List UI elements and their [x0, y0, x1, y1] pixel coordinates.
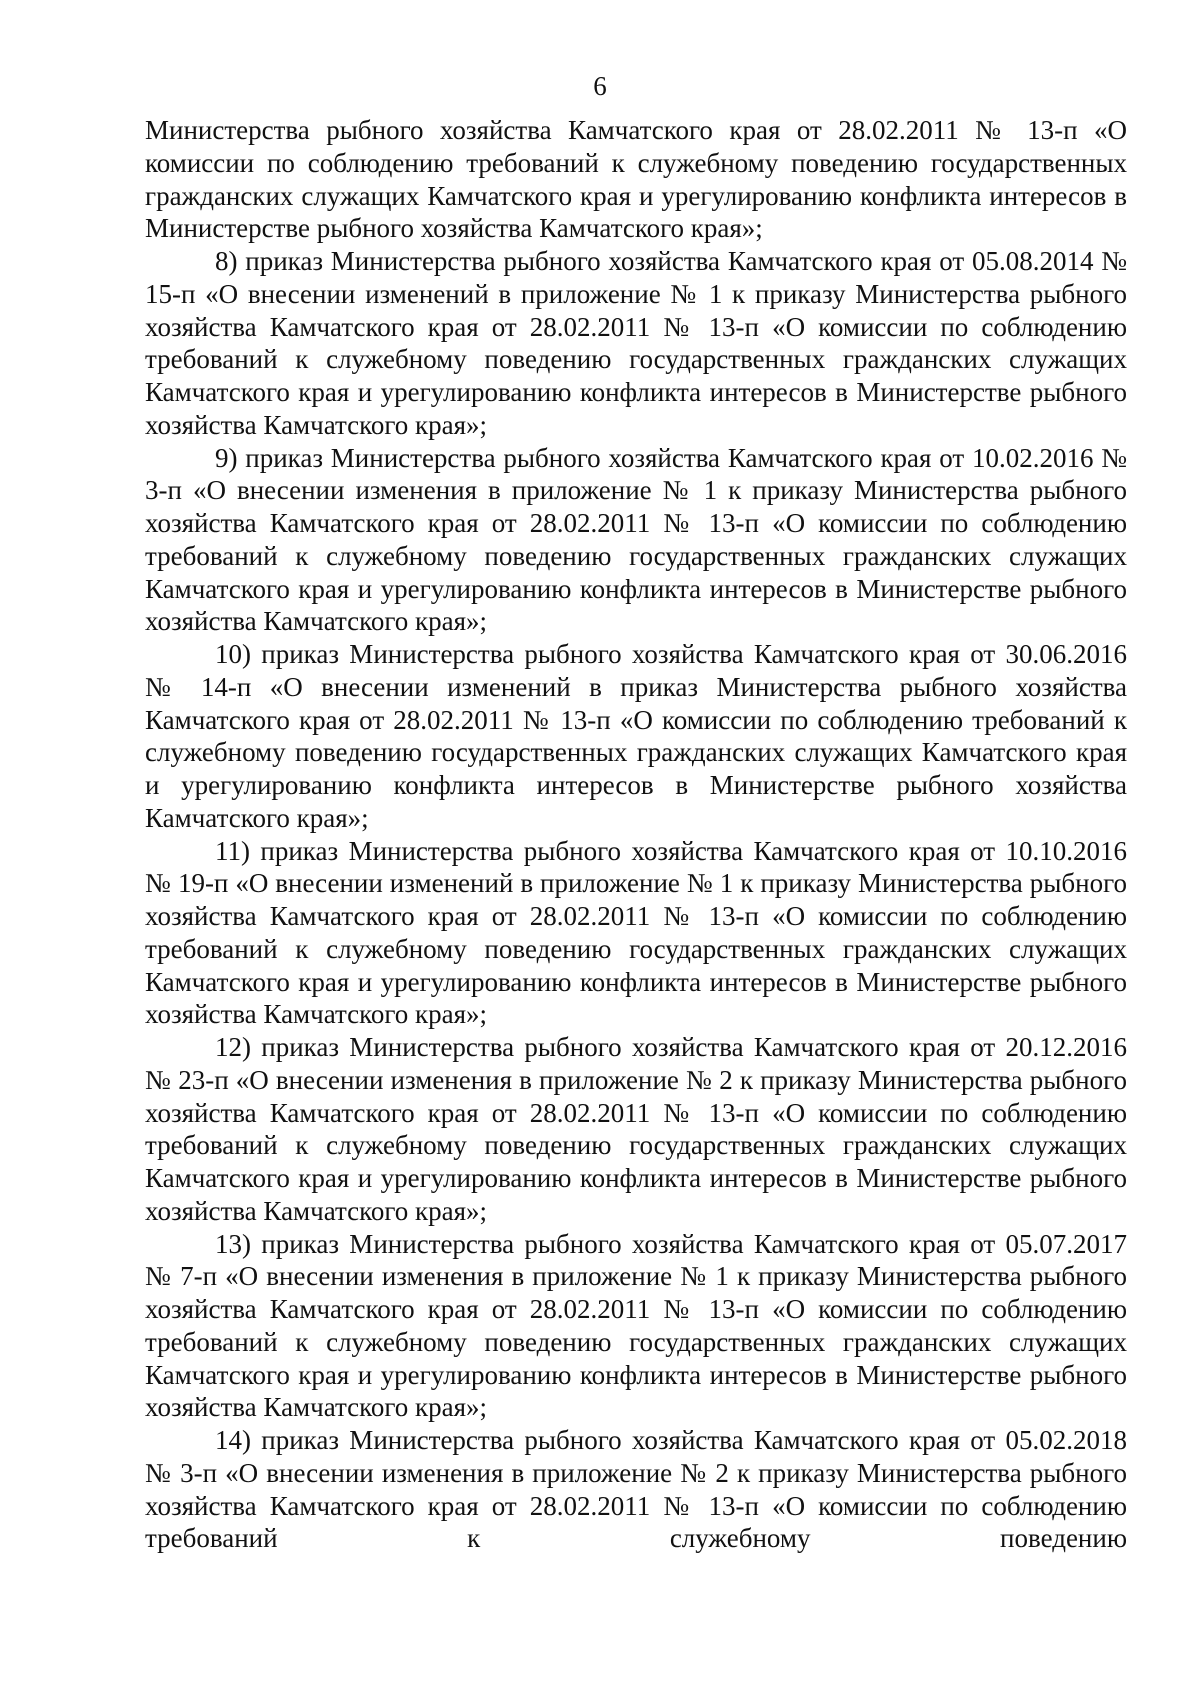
page-number: 6 [593, 71, 607, 101]
list-item-13: 13) приказ Министерства рыбного хозяйства Камчатского края от 05.07.2017 № 7-п «О внесении изменения в приложение № 1 к приказу Министерства рыбного хозяйства Камчатского края от 28.02.2011 № 13-п «О комиссии по соблюдению требований к служебному поведению государственных гражданских служащих Камчатского края и урегулированию конфликта интересов в Министерстве рыбного хозяйства Камчатского края»; [145, 1228, 1127, 1423]
list-item-12: 12) приказ Министерства рыбного хозяйства Камчатского края от 20.12.2016 № 23-п «О внесении изменения в приложение № 2 к приказу Министерства рыбного хозяйства Камчатского края от 28.02.2011 № 13-п «О комиссии по соблюдению требований к служебному поведению государственных гражданских служащих Камчатского края и урегулированию конфликта интересов в Министерстве рыбного хозяйства Камчатского края»; [145, 1032, 1127, 1226]
list-item-10: 10) приказ Министерства рыбного хозяйства Камчатского края от 30.06.2016 № 14-п «О внесении изменений в приказ Министерства рыбного хозяйства Камчатского края от 28.02.2011 № 13-п «О комиссии по соблюдению требований к служебному поведению государственных гражданских служащих Камчатского края и урегулированию конфликта интересов в Министерстве рыбного хозяйства Камчатского края»; [145, 639, 1127, 833]
paragraph-continuation: Министерства рыбного хозяйства Камчатского края от 28.02.2011 № 13-п «О комиссии по соблюдению требований к служебному поведению государственных гражданских служащих Камчатского края и урегулированию конфликта интересов в Министерстве рыбного хозяйства Камчатского края»; [145, 115, 1127, 244]
list-item-14: 14) приказ Министерства рыбного хозяйства Камчатского края от 05.02.2018 № 3-п «О внесении изменения в приложение № 2 к приказу Министерства рыбного хозяйства Камчатского края от 28.02.2011 № 13-п «О комиссии по соблюдению требований к служебному поведению [145, 1425, 1127, 1554]
list-item-9: 9) приказ Министерства рыбного хозяйства Камчатского края от 10.02.2016 № 3-п «О внесении изменения в приложение № 1 к приказу Министерства рыбного хозяйства Камчатского края от 28.02.2011 № 13-п «О комиссии по соблюдению требований к служебному поведению государственных гражданских служащих Камчатского края и урегулированию конфликта интересов в Министерстве рыбного хозяйства Камчатского края»; [145, 442, 1127, 637]
list-item-8: 8) приказ Министерства рыбного хозяйства Камчатского края от 05.08.2014 № 15-п «О внесении изменений в приложение № 1 к приказу Министерства рыбного хозяйства Камчатского края от 28.02.2011 № 13-п «О комиссии по соблюдению требований к служебному поведению государственных гражданских служащих Камчатского края и урегулированию конфликта интересов в Министерстве рыбного хозяйства Камчатского края»; [145, 246, 1127, 440]
document-body [145, 114, 1127, 1555]
list-item-11: 11) приказ Министерства рыбного хозяйства Камчатского края от 10.10.2016 № 19-п «О внесении изменений в приложение № 1 к приказу Министерства рыбного хозяйства Камчатского края от 28.02.2011 № 13-п «О комиссии по соблюдению требований к служебному поведению государственных гражданских служащих Камчатского края и урегулированию конфликта интересов в Министерстве рыбного хозяйства Камчатского края»; [145, 835, 1127, 1030]
